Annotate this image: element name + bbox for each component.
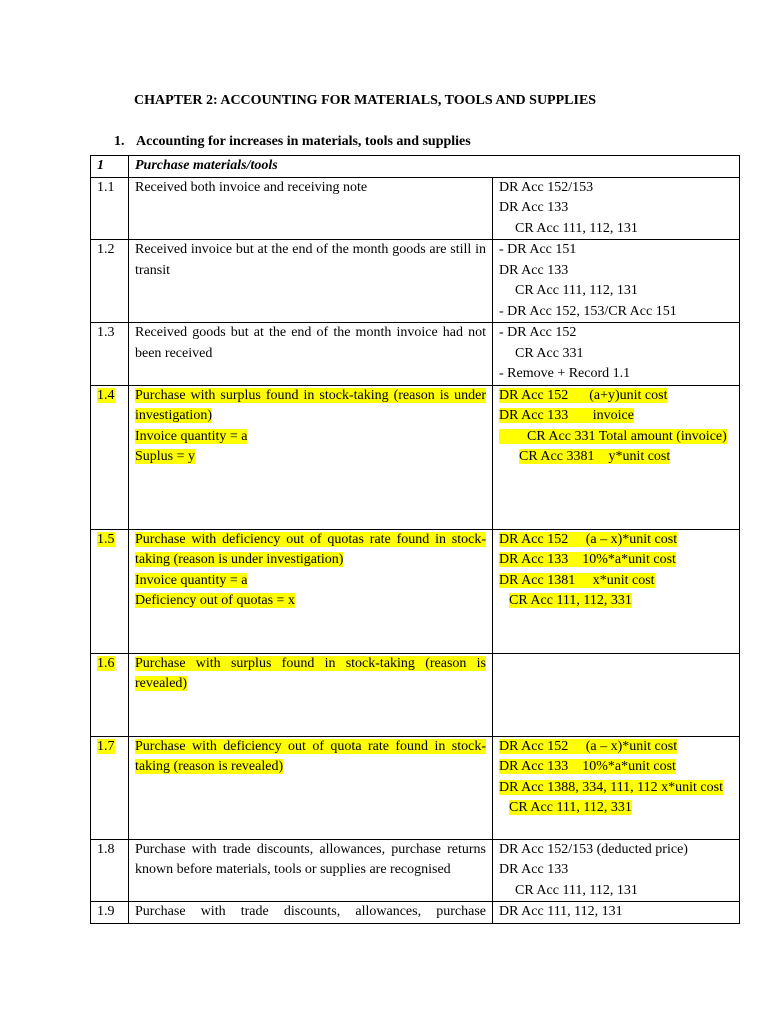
entry-line: CR Acc 331 Total amount (invoice) — [499, 429, 727, 444]
entry-line: DR Acc 133 — [499, 262, 569, 278]
accounting-table — [90, 155, 740, 924]
section-number: 1. — [114, 134, 125, 149]
row-number-text: 1.6 — [97, 655, 115, 671]
entry-line: DR Acc 1381 x*unit cost — [499, 572, 655, 588]
header-label: Purchase materials/tools — [129, 156, 740, 178]
row-number-text: 1.4 — [97, 387, 115, 403]
entry-line: DR Acc 133 10%*a*unit cost — [499, 552, 676, 567]
description-line: Purchase with surplus found in stock-taking (reason is revealed) — [135, 655, 486, 691]
row-entries — [493, 653, 740, 736]
row-description — [129, 653, 493, 736]
row-description — [129, 385, 493, 529]
table-header-row — [91, 156, 740, 178]
description-line: Received both invoice and receiving note — [135, 179, 368, 195]
row-entries — [493, 839, 740, 902]
row-number-text: 1.7 — [97, 738, 115, 754]
description-line: Received goods but at the end of the month invoice had not been received — [135, 325, 486, 361]
row-description — [129, 529, 493, 653]
entry-line: CR Acc 111, 112, 131 — [515, 220, 638, 236]
entry-line: - Remove + Record 1.1 — [499, 366, 631, 381]
row-description — [129, 240, 493, 323]
table-row — [91, 240, 740, 323]
entry-line: DR Acc 133 — [499, 200, 569, 215]
chapter-title: CHAPTER 2: ACCOUNTING FOR MATERIALS, TOOLS AND SUPPLIES — [134, 93, 597, 108]
row-entries — [493, 736, 740, 839]
row-number: 1.8 — [91, 839, 129, 902]
row-number — [91, 385, 129, 529]
entry-line: DR Acc 152 (a – x)*unit cost — [499, 738, 678, 754]
entry-line: DR Acc 133 — [499, 862, 569, 877]
entry-line: DR Acc 152 (a+y)unit cost — [499, 387, 668, 403]
description-line: Purchase with trade discounts, allowances, purchase — [135, 904, 486, 919]
row-entries — [493, 177, 740, 240]
entry-line: DR Acc 152/153 — [499, 179, 594, 195]
row-number — [91, 529, 129, 653]
entry-line: CR Acc 111, 112, 131 — [515, 882, 638, 898]
entry-line: DR Acc 1388, 334, 111, 112 x*unit cost — [499, 779, 723, 795]
row-entries — [493, 240, 740, 323]
section-heading — [114, 134, 471, 150]
entry-line: CR Acc 331 — [515, 345, 584, 361]
table-row — [91, 177, 740, 240]
entry-line: CR Acc 111, 112, 331 — [509, 800, 632, 815]
description-line: Purchase with surplus found in stock-taking (reason is under investigation) — [135, 387, 486, 423]
row-description — [129, 839, 493, 902]
description-line: Purchase with deficiency out of quotas rate found in stock-taking (reason is under investigation) — [135, 531, 486, 567]
row-entries — [493, 902, 740, 924]
entry-line: - DR Acc 152 — [499, 325, 577, 340]
row-entries — [493, 529, 740, 653]
row-number: 1.9 — [91, 902, 129, 924]
description-line: Suplus = y — [135, 449, 196, 464]
entry-line: - DR Acc 152, 153/CR Acc 151 — [499, 303, 677, 319]
entry-line: DR Acc 152 (a – x)*unit cost — [499, 531, 678, 547]
entry-line: CR Acc 111, 112, 131 — [515, 283, 638, 298]
row-number — [91, 653, 129, 736]
table-row — [91, 323, 740, 386]
header-number: 1 — [91, 156, 129, 178]
entry-line: DR Acc 152/153 (deducted price) — [499, 841, 688, 857]
row-number: 1.3 — [91, 323, 129, 386]
row-description — [129, 323, 493, 386]
row-number-text: 1.5 — [97, 531, 115, 547]
section-heading-text: Accounting for increases in materials, tools and supplies — [136, 134, 471, 149]
description-line: Purchase with deficiency out of quota rate found in stock-taking (reason is revealed) — [135, 738, 486, 774]
row-number: 1.2 — [91, 240, 129, 323]
description-line: Received invoice but at the end of the month goods are still in transit — [135, 242, 486, 278]
entry-line: DR Acc 133 10%*a*unit cost — [499, 759, 676, 774]
row-entries — [493, 385, 740, 529]
table-row — [91, 736, 740, 839]
description-line: Deficiency out of quotas = x — [135, 593, 295, 608]
row-entries — [493, 323, 740, 386]
entry-line: - DR Acc 151 — [499, 242, 577, 257]
table-row — [91, 385, 740, 529]
row-number — [91, 736, 129, 839]
table-row — [91, 529, 740, 653]
row-description — [129, 177, 493, 240]
row-number: 1.1 — [91, 177, 129, 240]
entry-line: DR Acc 111, 112, 131 — [499, 904, 623, 919]
entry-line: CR Acc 3381 y*unit cost — [519, 449, 671, 464]
row-description — [129, 902, 493, 924]
description-line: Invoice quantity = a — [135, 572, 248, 588]
table-row — [91, 902, 740, 924]
entry-line: DR Acc 133 invoice — [499, 408, 634, 423]
description-line: Purchase with trade discounts, allowances, purchase returns known before materials, tools or supplies are recognised — [135, 841, 486, 877]
entry-line: CR Acc 111, 112, 331 — [509, 593, 632, 608]
table-row — [91, 653, 740, 736]
description-line: Invoice quantity = a — [135, 428, 248, 444]
table-row — [91, 839, 740, 902]
row-description — [129, 736, 493, 839]
